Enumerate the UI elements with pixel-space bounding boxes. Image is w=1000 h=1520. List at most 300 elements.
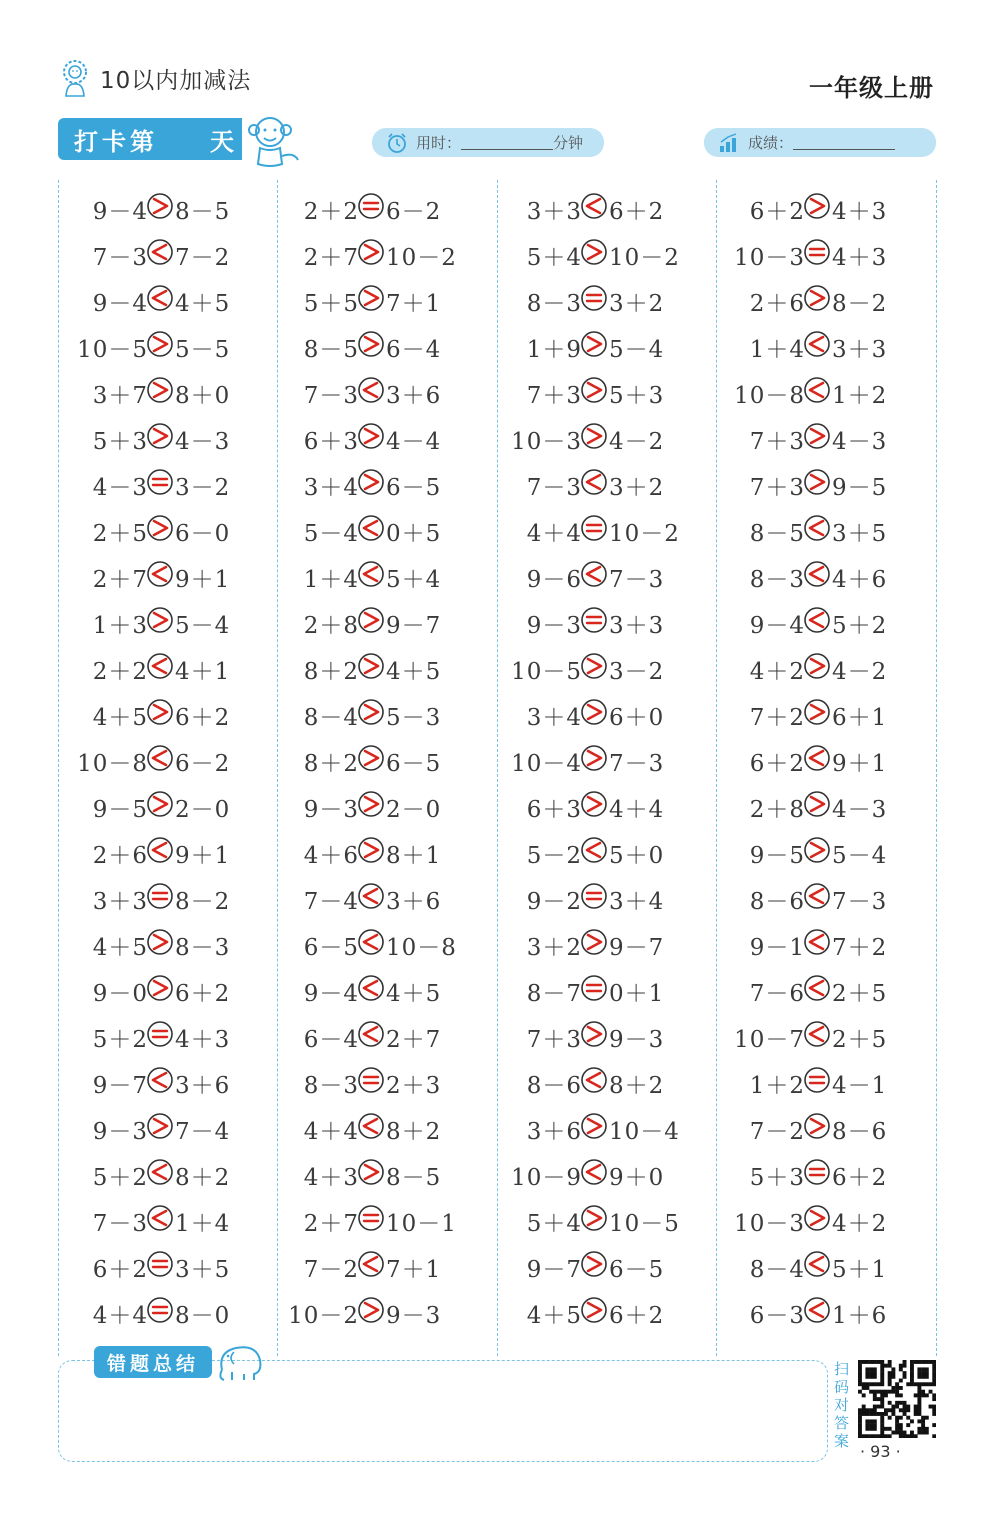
right-expression: 4－4: [386, 429, 442, 455]
answer-circle[interactable]: [581, 423, 607, 449]
answer-circle[interactable]: [804, 1159, 830, 1185]
right-expression: 7－2: [175, 245, 231, 271]
answer-circle[interactable]: [147, 1251, 173, 1277]
answer-circle[interactable]: [804, 975, 830, 1001]
left-expression: 8－7: [526, 981, 582, 1007]
left-expression: 4－3: [92, 475, 148, 501]
left-expression: 7＋3: [526, 383, 582, 409]
answer-circle[interactable]: [358, 561, 384, 587]
answer-circle[interactable]: [581, 561, 607, 587]
left-expression: 4＋5: [92, 935, 148, 961]
answer-circle[interactable]: [147, 929, 173, 955]
right-expression: 10－4: [609, 1119, 680, 1145]
handwritten-mark: [810, 337, 823, 351]
left-expression: 6＋2: [92, 1257, 148, 1283]
time-blank[interactable]: [461, 135, 553, 150]
answer-circle[interactable]: [581, 515, 607, 541]
right-expression: 6－2: [175, 751, 231, 777]
right-expression: 9－5: [832, 475, 888, 501]
answer-circle[interactable]: [147, 975, 173, 1001]
left-expression: 4＋4: [303, 1119, 359, 1145]
right-expression: 3＋3: [832, 337, 888, 363]
answer-circle[interactable]: [147, 193, 173, 219]
answer-circle[interactable]: [358, 837, 384, 863]
answer-circle[interactable]: [147, 469, 173, 495]
handwritten-mark: [154, 797, 167, 811]
answer-circle[interactable]: [804, 423, 830, 449]
right-expression: 6＋2: [609, 199, 665, 225]
right-expression: 4＋6: [832, 567, 888, 593]
right-expression: 6＋2: [609, 1303, 665, 1329]
left-expression: 8－5: [303, 337, 359, 363]
answer-circle[interactable]: [804, 607, 830, 633]
left-expression: 1＋3: [92, 613, 148, 639]
handwritten-mark: [153, 1073, 166, 1087]
left-expression: 9－5: [749, 843, 805, 869]
answer-circle[interactable]: [804, 699, 830, 725]
answer-circle[interactable]: [147, 1297, 173, 1323]
right-expression: 7－3: [609, 567, 665, 593]
answer-circle[interactable]: [358, 1251, 384, 1277]
handwritten-mark: [811, 705, 824, 719]
monkey-mascot-icon: [242, 112, 304, 170]
right-expression: 3＋5: [175, 1257, 231, 1283]
answer-circle[interactable]: [804, 377, 830, 403]
answer-circle[interactable]: [581, 929, 607, 955]
left-expression: 6－3: [749, 1303, 805, 1329]
answer-circle[interactable]: [358, 1205, 384, 1231]
right-expression: 7－3: [609, 751, 665, 777]
right-expression: 4＋1: [175, 659, 231, 685]
handwritten-mark: [153, 1165, 166, 1179]
left-expression: 3＋4: [526, 705, 582, 731]
handwritten-mark: [154, 613, 167, 627]
answer-circle[interactable]: [358, 1159, 384, 1185]
elephant-icon: [214, 1340, 268, 1382]
left-expression: 4＋4: [92, 1303, 148, 1329]
left-expression: 2＋8: [749, 797, 805, 823]
right-expression: 8－2: [175, 889, 231, 915]
right-expression: 7＋2: [832, 935, 888, 961]
handwritten-mark: [587, 1073, 600, 1087]
column-divider: [936, 180, 937, 1356]
right-expression: 9－3: [386, 1303, 442, 1329]
right-expression: 4－2: [832, 659, 888, 685]
handwritten-mark: [587, 475, 600, 489]
answer-circle[interactable]: [581, 653, 607, 679]
answer-circle[interactable]: [147, 515, 173, 541]
handwritten-mark: [587, 843, 600, 857]
answer-circle[interactable]: [804, 1205, 830, 1231]
left-expression: 8－4: [303, 705, 359, 731]
right-expression: 6＋0: [609, 705, 665, 731]
right-expression: 4＋2: [832, 1211, 888, 1237]
right-expression: 6－5: [609, 1257, 665, 1283]
handwritten-mark: [811, 1119, 824, 1133]
left-expression: 9－3: [526, 613, 582, 639]
left-expression: 10－8: [734, 383, 805, 409]
handwritten-mark: [588, 705, 601, 719]
handwritten-mark: [810, 981, 823, 995]
right-expression: 1＋6: [832, 1303, 888, 1329]
left-expression: 8－5: [749, 521, 805, 547]
answer-circle[interactable]: [581, 837, 607, 863]
right-expression: 3＋6: [175, 1073, 231, 1099]
score-blank[interactable]: [793, 135, 895, 150]
answer-circle[interactable]: [147, 423, 173, 449]
answer-circle[interactable]: [804, 745, 830, 771]
answer-circle[interactable]: [358, 975, 384, 1001]
mistake-summary-label: 错题总结: [94, 1346, 212, 1378]
left-expression: 5－2: [526, 843, 582, 869]
right-expression: 10－2: [386, 245, 457, 271]
right-expression: 9＋1: [832, 751, 888, 777]
answer-circle[interactable]: [358, 239, 384, 265]
left-expression: 10－2: [288, 1303, 359, 1329]
answer-circle[interactable]: [581, 1067, 607, 1093]
answer-circle[interactable]: [358, 745, 384, 771]
right-expression: 8＋1: [386, 843, 442, 869]
handwritten-mark: [810, 1027, 823, 1041]
answer-circle[interactable]: [581, 883, 607, 909]
right-expression: 8－6: [832, 1119, 888, 1145]
right-expression: 3＋3: [609, 613, 665, 639]
right-expression: 6－0: [175, 521, 231, 547]
answer-circle[interactable]: [147, 377, 173, 403]
answer-circle[interactable]: [581, 377, 607, 403]
right-expression: 2＋5: [832, 981, 888, 1007]
answer-circle[interactable]: [804, 193, 830, 219]
right-expression: 4－3: [832, 429, 888, 455]
answer-circle[interactable]: [804, 561, 830, 587]
left-expression: 5－4: [303, 521, 359, 547]
right-expression: 0＋5: [386, 521, 442, 547]
answer-circle[interactable]: [804, 1251, 830, 1277]
score-label: 成绩：: [748, 134, 794, 152]
handwritten-mark: [811, 1211, 824, 1225]
right-expression: 8－3: [175, 935, 231, 961]
right-expression: 9＋1: [175, 567, 231, 593]
handwritten-mark: [365, 337, 378, 351]
answer-circle[interactable]: [581, 193, 607, 219]
handwritten-mark: [365, 705, 378, 719]
right-expression: 2－0: [175, 797, 231, 823]
answer-circle[interactable]: [581, 1297, 607, 1323]
left-expression: 2＋5: [92, 521, 148, 547]
handwritten-mark: [154, 1119, 167, 1133]
left-expression: 9－6: [526, 567, 582, 593]
left-expression: 4＋5: [526, 1303, 582, 1329]
grade-label: 一年级上册: [809, 74, 934, 102]
left-expression: 8－3: [303, 1073, 359, 1099]
answer-circle[interactable]: [358, 929, 384, 955]
answer-circle[interactable]: [358, 653, 384, 679]
handwritten-mark: [154, 199, 167, 213]
right-expression: 5－3: [386, 705, 442, 731]
right-expression: 3＋6: [386, 889, 442, 915]
right-expression: 8＋2: [175, 1165, 231, 1191]
left-expression: 5＋3: [92, 429, 148, 455]
qr-code-icon[interactable]: [858, 1360, 936, 1438]
left-expression: 5＋3: [749, 1165, 805, 1191]
right-expression: 10－2: [609, 245, 680, 271]
answer-circle[interactable]: [581, 791, 607, 817]
left-expression: 4＋4: [526, 521, 582, 547]
left-expression: 3＋6: [526, 1119, 582, 1145]
answer-circle[interactable]: [804, 515, 830, 541]
answer-circle[interactable]: [358, 193, 384, 219]
answer-circle[interactable]: [358, 883, 384, 909]
handwritten-mark: [811, 843, 824, 857]
handwritten-mark: [588, 429, 601, 443]
answer-circle[interactable]: [358, 377, 384, 403]
answer-circle[interactable]: [358, 1021, 384, 1047]
handwritten-mark: [154, 935, 167, 949]
left-expression: 1＋4: [749, 337, 805, 363]
answer-circle[interactable]: [147, 791, 173, 817]
left-expression: 1＋4: [303, 567, 359, 593]
handwritten-mark: [154, 337, 167, 351]
left-expression: 2＋8: [303, 613, 359, 639]
handwritten-mark: [811, 659, 824, 673]
handwritten-mark: [153, 1211, 166, 1225]
left-expression: 2＋2: [303, 199, 359, 225]
handwritten-mark: [365, 797, 378, 811]
handwritten-mark: [588, 1027, 601, 1041]
answer-circle[interactable]: [147, 699, 173, 725]
left-expression: 7－4: [303, 889, 359, 915]
book-title: 10以内加减法: [100, 67, 252, 94]
answer-circle[interactable]: [358, 1067, 384, 1093]
right-expression: 4－1: [832, 1073, 888, 1099]
handwritten-mark: [588, 1303, 601, 1317]
left-expression: 8－6: [526, 1073, 582, 1099]
left-expression: 5＋5: [303, 291, 359, 317]
answer-circle[interactable]: [804, 469, 830, 495]
left-expression: 10－4: [511, 751, 582, 777]
answer-circle[interactable]: [147, 883, 173, 909]
handwritten-mark: [811, 291, 824, 305]
column-divider: [277, 180, 278, 1356]
handwritten-mark: [588, 337, 601, 351]
handwritten-mark: [153, 843, 166, 857]
answer-circle[interactable]: [804, 837, 830, 863]
left-expression: 3＋3: [92, 889, 148, 915]
handwritten-mark: [588, 1257, 601, 1271]
right-expression: 7＋1: [386, 291, 442, 317]
answer-circle[interactable]: [804, 1021, 830, 1047]
left-expression: 9－4: [92, 291, 148, 317]
right-expression: 4－3: [175, 429, 231, 455]
handwritten-mark: [364, 1119, 377, 1133]
answer-circle[interactable]: [804, 1297, 830, 1323]
right-expression: 0＋1: [609, 981, 665, 1007]
bar-chart-icon: [718, 132, 740, 154]
answer-circle[interactable]: [358, 331, 384, 357]
answer-circle[interactable]: [147, 653, 173, 679]
left-expression: 4＋2: [749, 659, 805, 685]
right-expression: 4－3: [832, 797, 888, 823]
right-expression: 4＋5: [386, 659, 442, 685]
left-expression: 10－8: [77, 751, 148, 777]
answer-circle[interactable]: [581, 469, 607, 495]
answer-circle[interactable]: [358, 285, 384, 311]
answer-circle[interactable]: [581, 1159, 607, 1185]
left-expression: 3＋2: [526, 935, 582, 961]
column-divider: [58, 180, 59, 1356]
answer-circle[interactable]: [804, 239, 830, 265]
left-expression: 9－1: [749, 935, 805, 961]
answer-circle[interactable]: [147, 745, 173, 771]
left-expression: 9－4: [749, 613, 805, 639]
page-number: · 93 ·: [860, 1442, 901, 1461]
left-expression: 5＋4: [526, 1211, 582, 1237]
right-expression: 5＋1: [832, 1257, 888, 1283]
answer-circle[interactable]: [804, 1113, 830, 1139]
left-expression: 6＋2: [749, 199, 805, 225]
left-expression: 9－7: [526, 1257, 582, 1283]
right-expression: 9－7: [386, 613, 442, 639]
right-expression: 8－5: [175, 199, 231, 225]
answer-circle[interactable]: [804, 929, 830, 955]
column-divider: [716, 180, 717, 1356]
column-divider: [497, 180, 498, 1356]
left-expression: 7＋3: [749, 475, 805, 501]
answer-circle[interactable]: [147, 331, 173, 357]
left-expression: 5＋2: [92, 1165, 148, 1191]
answer-circle[interactable]: [147, 285, 173, 311]
right-expression: 5－4: [609, 337, 665, 363]
answer-circle[interactable]: [358, 607, 384, 633]
answer-circle[interactable]: [581, 331, 607, 357]
left-expression: 7－3: [92, 1211, 148, 1237]
right-expression: 3－2: [609, 659, 665, 685]
handwritten-mark: [153, 291, 166, 305]
left-expression: 5＋4: [526, 245, 582, 271]
right-expression: 3＋5: [832, 521, 888, 547]
answer-circle[interactable]: [147, 239, 173, 265]
right-expression: 4＋3: [832, 245, 888, 271]
handwritten-mark: [810, 521, 823, 535]
handwritten-mark: [153, 751, 166, 765]
answer-circle[interactable]: [147, 1205, 173, 1231]
book-header: [58, 56, 251, 100]
answer-circle[interactable]: [581, 975, 607, 1001]
answer-circle[interactable]: [804, 331, 830, 357]
answer-circle[interactable]: [147, 1113, 173, 1139]
left-expression: 9－2: [526, 889, 582, 915]
right-expression: 9＋0: [609, 1165, 665, 1191]
answer-circle[interactable]: [581, 699, 607, 725]
left-expression: 6－4: [303, 1027, 359, 1053]
handwritten-mark: [154, 521, 167, 535]
left-expression: 10－3: [734, 1211, 805, 1237]
answer-circle[interactable]: [147, 837, 173, 863]
handwritten-mark: [365, 475, 378, 489]
left-expression: 10－3: [511, 429, 582, 455]
answer-circle[interactable]: [358, 515, 384, 541]
left-expression: 4＋3: [303, 1165, 359, 1191]
left-expression: 5＋2: [92, 1027, 148, 1053]
left-expression: 4＋5: [92, 705, 148, 731]
left-expression: 9－5: [92, 797, 148, 823]
left-expression: 9－4: [92, 199, 148, 225]
answer-circle[interactable]: [581, 1251, 607, 1277]
left-expression: 8－4: [749, 1257, 805, 1283]
answer-circle[interactable]: [804, 791, 830, 817]
answer-circle[interactable]: [804, 883, 830, 909]
right-expression: 2＋3: [386, 1073, 442, 1099]
answer-circle[interactable]: [581, 1113, 607, 1139]
answer-circle[interactable]: [147, 561, 173, 587]
left-expression: 8－3: [526, 291, 582, 317]
right-expression: 4＋3: [832, 199, 888, 225]
right-expression: 8－2: [832, 291, 888, 317]
right-expression: 10－8: [386, 935, 457, 961]
left-expression: 8－3: [749, 567, 805, 593]
left-expression: 9－4: [303, 981, 359, 1007]
handwritten-mark: [587, 567, 600, 581]
right-expression: 6＋2: [832, 1165, 888, 1191]
right-expression: 9－3: [609, 1027, 665, 1053]
right-expression: 6－4: [386, 337, 442, 363]
right-expression: 3＋2: [609, 475, 665, 501]
answer-circle[interactable]: [804, 653, 830, 679]
answer-circle[interactable]: [147, 1067, 173, 1093]
handwritten-mark: [364, 567, 377, 581]
left-expression: 10－5: [511, 659, 582, 685]
answer-circle[interactable]: [581, 607, 607, 633]
right-expression: 4＋3: [175, 1027, 231, 1053]
left-expression: 2＋7: [92, 567, 148, 593]
answer-circle[interactable]: [581, 285, 607, 311]
left-expression: 3＋7: [92, 383, 148, 409]
right-expression: 2＋7: [386, 1027, 442, 1053]
right-expression: 4＋5: [175, 291, 231, 317]
right-expression: 4＋4: [609, 797, 665, 823]
answer-circle[interactable]: [358, 1297, 384, 1323]
answer-circle[interactable]: [358, 791, 384, 817]
left-expression: 1＋9: [526, 337, 582, 363]
right-expression: 5－4: [175, 613, 231, 639]
left-expression: 6＋2: [749, 751, 805, 777]
answer-circle[interactable]: [581, 1021, 607, 1047]
left-expression: 9－3: [303, 797, 359, 823]
handwritten-mark: [365, 1165, 378, 1179]
handwritten-mark: [810, 889, 823, 903]
answer-circle[interactable]: [804, 1067, 830, 1093]
answer-circle[interactable]: [147, 1159, 173, 1185]
left-expression: 2＋6: [92, 843, 148, 869]
answer-circle[interactable]: [147, 607, 173, 633]
handwritten-mark: [810, 383, 823, 397]
answer-circle[interactable]: [581, 239, 607, 265]
answer-circle[interactable]: [581, 745, 607, 771]
answer-circle[interactable]: [358, 469, 384, 495]
left-expression: 8－6: [749, 889, 805, 915]
answer-circle[interactable]: [804, 285, 830, 311]
answer-circle[interactable]: [581, 1205, 607, 1231]
left-expression: 7＋2: [749, 705, 805, 731]
answer-circle[interactable]: [358, 699, 384, 725]
handwritten-mark: [154, 429, 167, 443]
answer-circle[interactable]: [358, 423, 384, 449]
answer-circle[interactable]: [147, 1021, 173, 1047]
handwritten-mark: [365, 429, 378, 443]
handwritten-mark: [811, 475, 824, 489]
answer-circle[interactable]: [358, 1113, 384, 1139]
checkin-day-label: 天: [210, 127, 234, 156]
